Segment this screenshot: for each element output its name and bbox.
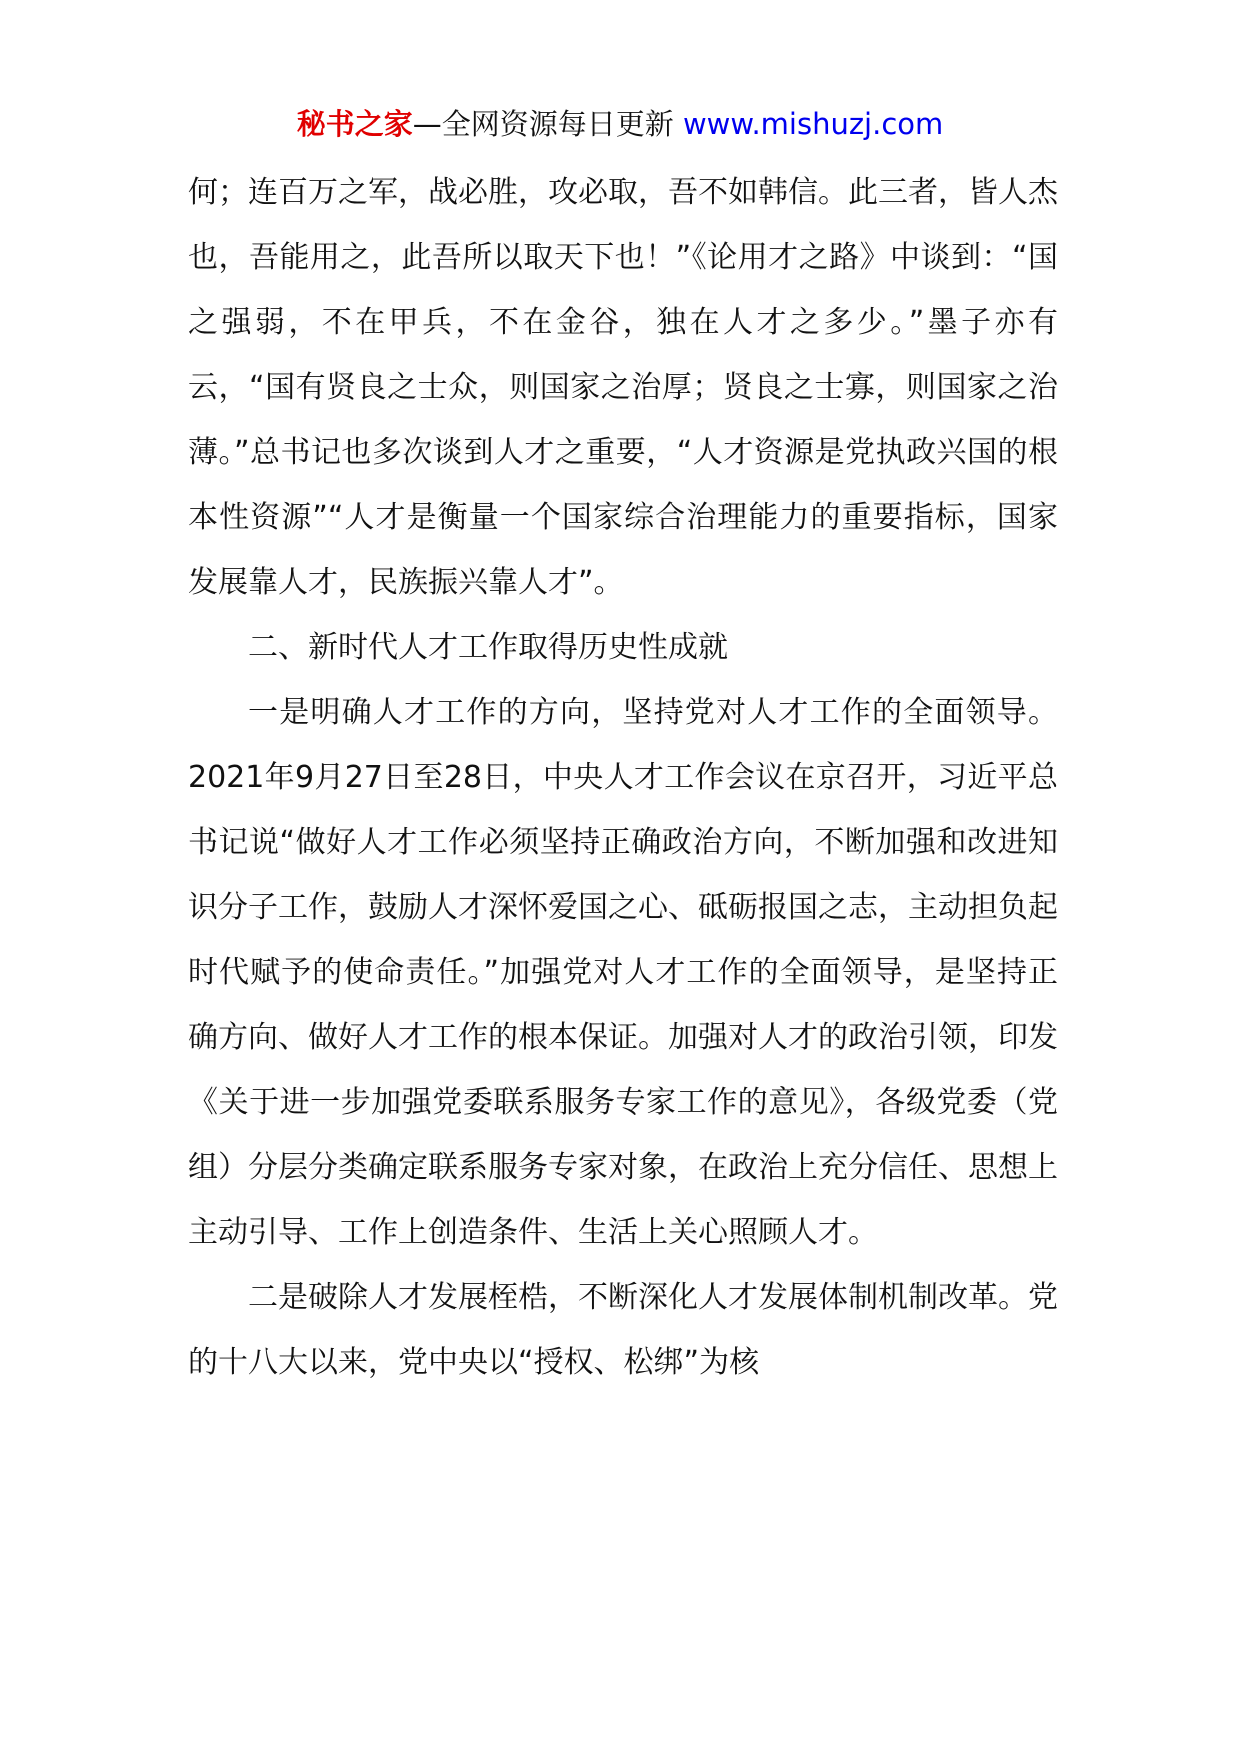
paragraph-continued: 何；连百万之军，战必胜，攻必取，吾不如韩信。此三者，皆人杰也，吾能用之，此吾所以取天下也！”《论用才之路》中谈到：“国之强弱，不在甲兵，不在金谷，独在人才之多少。”墨子亦有云，“国有贤良之士众，则国家之治厚；贤良之士寡，则国家之治薄。”总书记也多次谈到人才之重要，“人才资源是党执政兴国的根本性资源”“人才是衡量一个国家综合治理能力的重要指标，国家发展靠人才，民族振兴靠人才”。 xyxy=(188,175,1058,600)
paragraph-second-point: 二是破除人才发展桎梏，不断深化人才发展体制机制改革。党的十八大以来，党中央以“授权、松绑”为核 xyxy=(188,1280,1058,1380)
brand-name: 秘书之家 xyxy=(296,107,413,141)
section-heading: 二、新时代人才工作取得历史性成就 xyxy=(248,630,728,665)
paragraph-first-point: 一是明确人才工作的方向，坚持党对人才工作的全面领导。2021年9月27日至28日，中央人才工作会议在京召开，习近平总书记说“做好人才工作必须坚持正确政治方向，不断加强和改进知识分子工作，鼓励人才深怀爱国之心、砥砺报国之志，主动担负起时代赋予的使命责任。”加强党对人才工作的全面领导，是坚持正确方向、做好人才工作的根本保证。加强对人才的政治引领，印发《关于进一步加强党委联系服务专家工作的意见》，各级党委（党组）分层分类确定联系服务专家对象，在政治上充分信任、思想上主动引导、工作上创造条件、生活上关心照顾人才。 xyxy=(188,695,1058,1250)
header-slogan: —全网资源每日更新 xyxy=(412,107,674,141)
document-body xyxy=(188,160,1058,1395)
website-link[interactable]: www.mishuzj.com xyxy=(682,107,944,141)
page-header xyxy=(0,104,1240,144)
